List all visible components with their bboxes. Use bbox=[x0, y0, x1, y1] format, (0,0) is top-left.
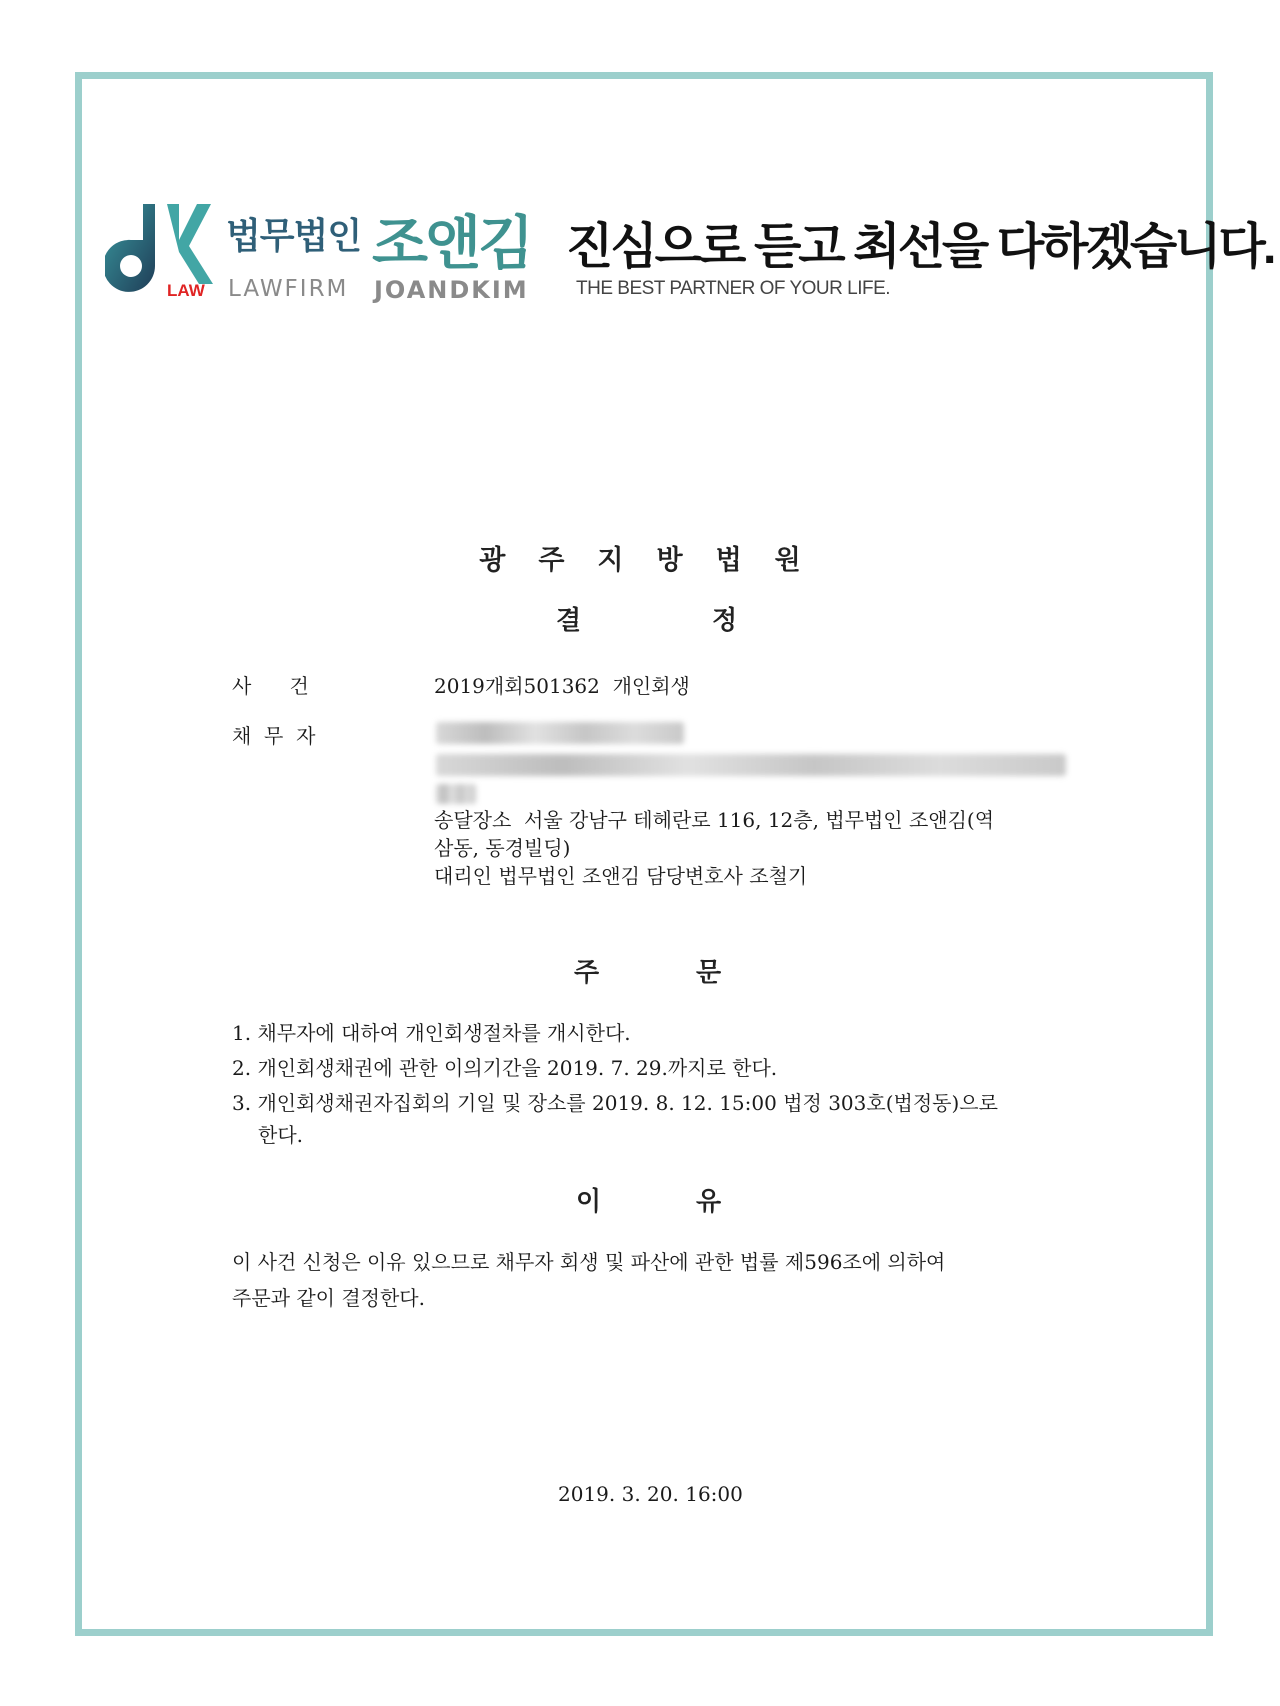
redacted-debtor-name bbox=[436, 722, 684, 744]
slogan-english: THE BEST PARTNER OF YOUR LIFE. bbox=[576, 278, 891, 299]
brand-korean-prefix: 법무법인 bbox=[226, 216, 362, 257]
redacted-debtor-address bbox=[436, 754, 1066, 776]
service-address-line-1: 송달장소 서울 강남구 테헤란로 116, 12층, 법무법인 조앤김(역 bbox=[434, 808, 995, 832]
redacted-debtor-address-cont bbox=[436, 784, 476, 804]
reason-title-left: 이 bbox=[576, 1187, 602, 1217]
brand-korean-name: 조앤김 bbox=[372, 209, 532, 277]
brand-english-name: JOANDKIM bbox=[374, 276, 529, 304]
order-item-3: 3. 개인회생채권자집회의 기일 및 장소를 2019. 8. 12. 15:00 법정 303호(법정동)으로 bbox=[232, 1091, 998, 1115]
order-item-1: 1. 채무자에 대하여 개인회생절차를 개시한다. bbox=[232, 1021, 631, 1045]
debtor-label: 채 무 자 bbox=[232, 724, 316, 748]
order-item-2: 2. 개인회생채권에 관한 이의기간을 2019. 7. 29.까지로 한다. bbox=[232, 1056, 778, 1080]
case-label: 사 건 bbox=[232, 674, 309, 698]
service-address-line-2: 삼동, 동경빌딩) bbox=[434, 836, 571, 860]
order-item-3-continued: 한다. bbox=[258, 1123, 303, 1147]
case-value: 2019개회501362 개인회생 bbox=[434, 674, 690, 698]
logo-law-text: LAW bbox=[167, 281, 205, 298]
reason-title-right: 유 bbox=[696, 1187, 722, 1217]
decision-title-left: 결 bbox=[556, 606, 582, 636]
decision-date: 2019. 3. 20. 16:00 bbox=[558, 1482, 743, 1506]
order-title-right: 문 bbox=[696, 958, 722, 988]
reason-line-1: 이 사건 신청은 이유 있으므로 채무자 회생 및 파산에 관한 법률 제596조에 의하여 bbox=[232, 1250, 946, 1274]
court-name: 광주지방법원 bbox=[479, 545, 834, 576]
slogan: 진심으로 듣고 최선을 다하겠습니다. bbox=[566, 220, 1274, 274]
decision-title-right: 정 bbox=[712, 606, 738, 636]
document-frame bbox=[75, 72, 1213, 1636]
reason-line-2: 주문과 같이 결정한다. bbox=[232, 1286, 425, 1310]
order-title-left: 주 bbox=[574, 958, 600, 988]
brand-english-prefix: LAWFIRM bbox=[228, 276, 349, 302]
joandkim-logo-icon bbox=[105, 200, 213, 298]
agent-line: 대리인 법무법인 조앤김 담당변호사 조철기 bbox=[434, 864, 808, 888]
